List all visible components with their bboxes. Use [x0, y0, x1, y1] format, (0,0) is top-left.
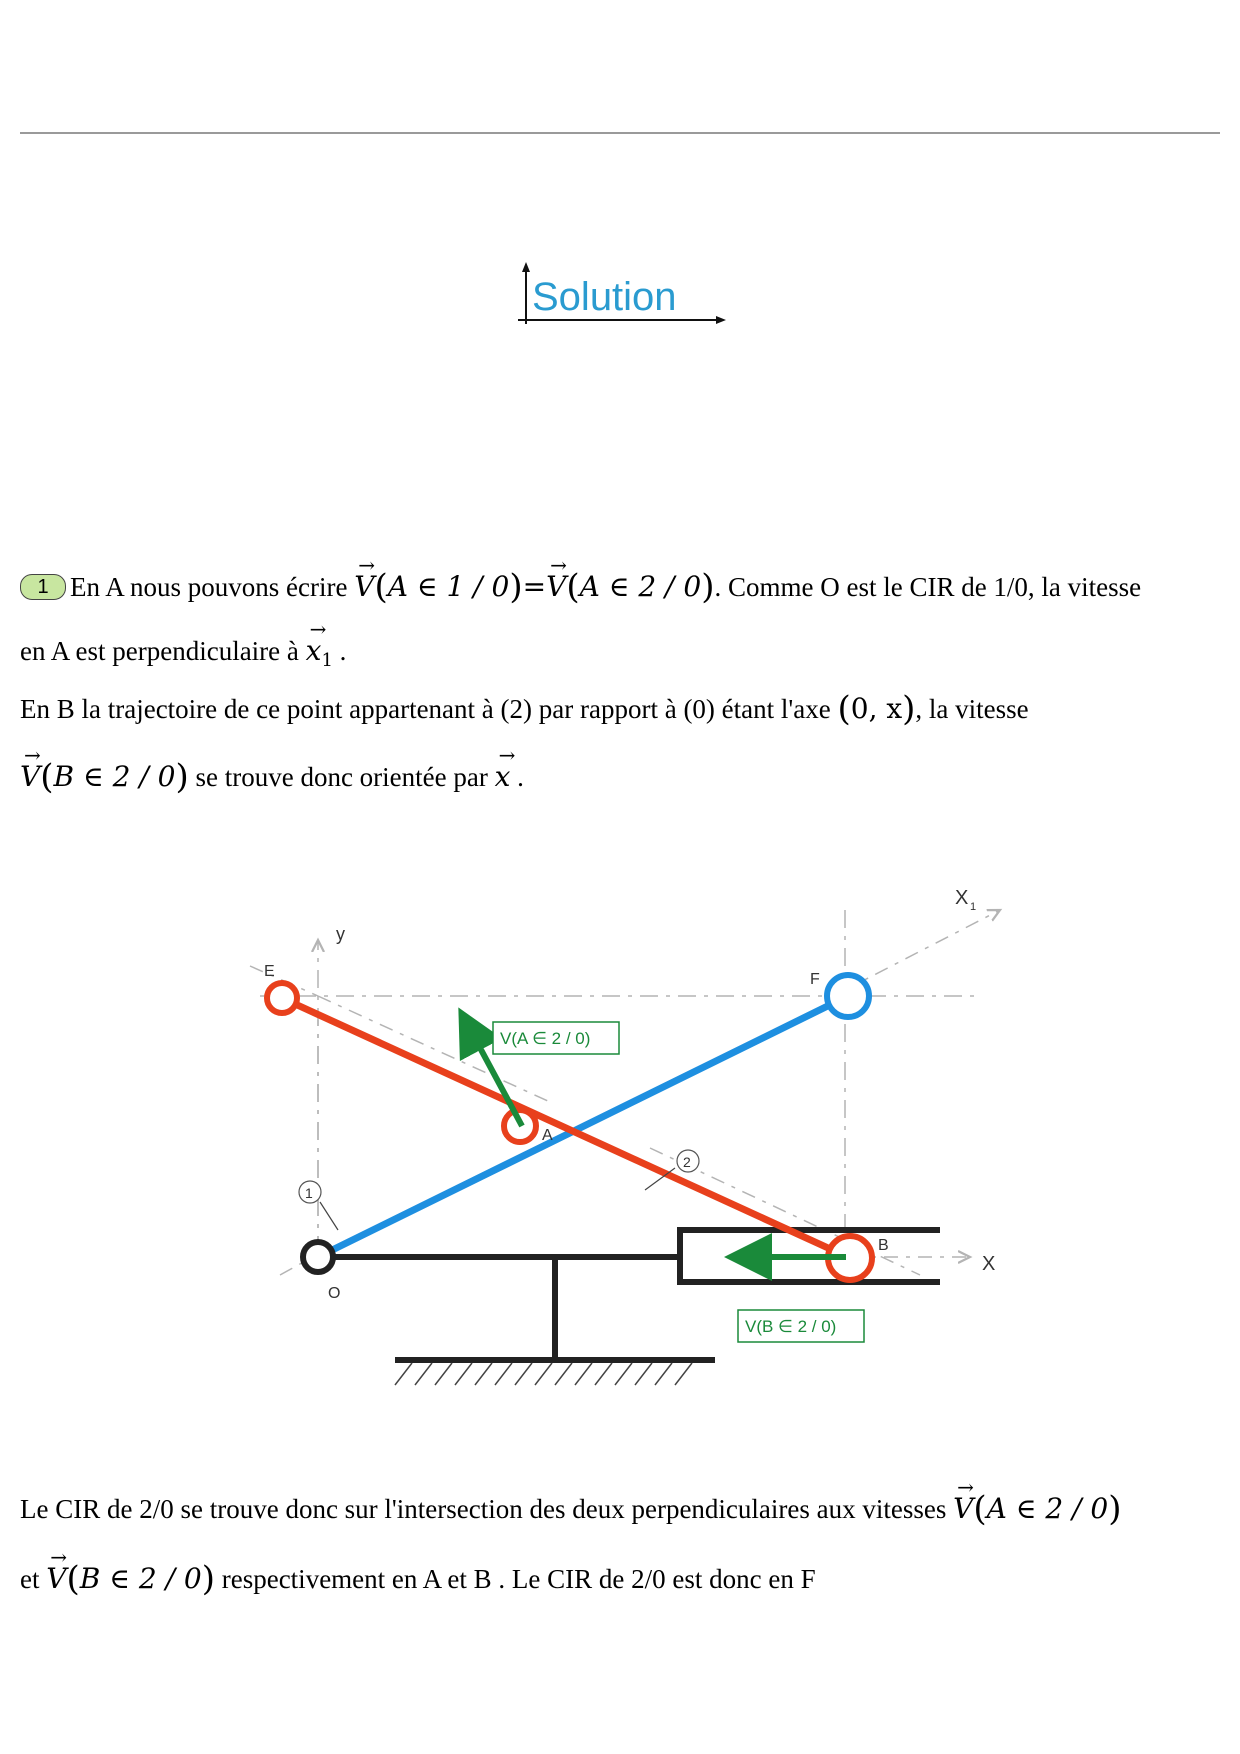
- paragraph-2-line-1: En B la trajectoire de ce point appartenant à (2) par rapport à (0) étant l'axe (0, x), la vitesse: [20, 689, 1029, 729]
- joint-f: [827, 975, 869, 1017]
- formula-x1: → $x_1$: [306, 634, 333, 667]
- paragraph-3-line-1: Le CIR de 2/0 se trouve donc sur l'intersection des deux perpendiculaires aux vitesses → V(A ∈ 2 / 0): [20, 1494, 1220, 1524]
- formula-x: → x: [495, 760, 511, 793]
- title-text: Solution: [532, 275, 677, 319]
- ground-hatch: [395, 1363, 692, 1385]
- formula-axis: (0, x): [837, 689, 916, 729]
- step-badge: 1: [20, 574, 66, 600]
- velocity-b-label: V(B ∈ 2 / 0): [745, 1317, 837, 1336]
- part-2-label: 2: [683, 1154, 691, 1170]
- label-x1-sub: 1: [970, 901, 977, 913]
- joint-e: [267, 983, 297, 1013]
- paragraph-1-line-1: 1 En A nous pouvons écrire → V(A ∈ 1 / 0)=→ V(A ∈ 2 / 0). Comme O est le CIR de 1/0, la vitesse: [20, 572, 1220, 602]
- velocity-a-label: V(A ∈ 2 / 0): [500, 1029, 591, 1048]
- paragraph-1-line-2: en A est perpendiculaire à → $x_1$ .: [20, 636, 1220, 676]
- formula-velocity-b: → V(B ∈ 2 / 0): [20, 760, 189, 793]
- label-a: A: [542, 1127, 553, 1144]
- mechanism-figure: [220, 870, 1020, 1410]
- part-leaders: [320, 1168, 675, 1230]
- label-f: F: [810, 971, 820, 988]
- paragraph-2-line-2: → V(B ∈ 2 / 0) se trouve donc orientée par → x .: [20, 762, 1220, 792]
- joint-o: [303, 1242, 333, 1272]
- label-y: y: [336, 924, 345, 944]
- label-e: E: [264, 963, 275, 980]
- formula-velocity-equality: → V(A ∈ 1 / 0)=→ V(A ∈ 2 / 0): [354, 570, 714, 603]
- paragraph-3-line-2: et → V(B ∈ 2 / 0) respectivement en A et B . Le CIR de 2/0 est donc en F: [20, 1564, 1220, 1594]
- header-rule: [20, 132, 1220, 134]
- label-x1: X: [955, 887, 969, 909]
- label-x: X: [982, 1253, 996, 1275]
- part-1-label: 1: [305, 1185, 313, 1201]
- label-b: B: [878, 1237, 889, 1254]
- construction-lines: [250, 910, 1000, 1275]
- formula-velocity-a-20: → V(A ∈ 2 / 0): [953, 1492, 1121, 1525]
- formula-velocity-b-20: → V(B ∈ 2 / 0): [46, 1562, 215, 1595]
- label-o: O: [328, 1285, 341, 1302]
- solution-title: [510, 262, 730, 334]
